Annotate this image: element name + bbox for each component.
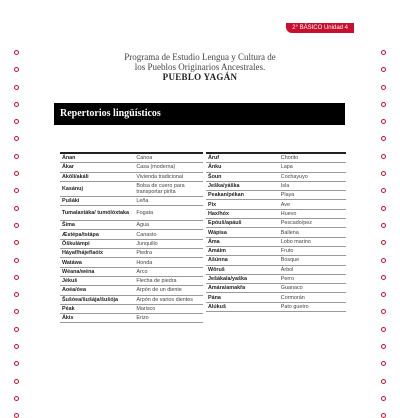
vocab-meaning: Arco (136, 268, 148, 275)
unit-badge: 2° BÁSICO Unidad 4 (286, 23, 354, 33)
vocab-meaning: Flecha de piedra (136, 278, 177, 285)
table-row (206, 246, 346, 255)
vocab-word: Alúkuš (208, 303, 226, 310)
dot-decoration (14, 171, 19, 176)
table-row (206, 284, 346, 293)
dot-decoration (14, 67, 19, 72)
table-row (206, 191, 346, 200)
vocab-meaning: Arpón de un diente (136, 287, 182, 294)
dot-decoration (381, 240, 386, 245)
table-row (60, 304, 203, 313)
vocab-word: Šoun (208, 173, 222, 180)
table-row (206, 256, 346, 265)
table-row (206, 228, 346, 237)
dot-decoration (381, 309, 386, 314)
table-row (60, 249, 203, 258)
dot-decoration (381, 396, 386, 401)
vocab-meaning: Bosque (280, 257, 300, 264)
vocab-word: Ánan (62, 155, 76, 162)
dot-decoration (14, 50, 19, 55)
table-row (60, 267, 203, 276)
vocab-word: Wápisa (208, 229, 227, 236)
vocab-word: Ašúnna (208, 257, 228, 264)
dot-decoration (14, 85, 19, 90)
dot-decoration (14, 119, 19, 124)
vocab-word: Tumalaxtáka/ tumólóxtaka (62, 210, 130, 217)
vocab-meaning: Guanaco (280, 285, 303, 292)
dot-decoration (381, 206, 386, 211)
dot-decoration (381, 344, 386, 349)
table-row (60, 181, 203, 196)
table-row (60, 314, 203, 323)
table-row (60, 295, 203, 304)
vocab-word: Amáim (208, 248, 226, 255)
vocab-meaning: Bolsa de cuero para transportar pirita (136, 182, 185, 195)
table-row (60, 163, 203, 172)
vocab-meaning: Ave (280, 201, 290, 208)
dot-decoration (14, 344, 19, 349)
vocab-meaning: Lobo marino (280, 238, 311, 245)
dot-decoration (381, 119, 386, 124)
dot-decoration (14, 413, 19, 418)
dot-decoration (14, 361, 19, 366)
table-row (60, 258, 203, 267)
table-row (206, 181, 346, 190)
dot-decoration (381, 292, 386, 297)
vocab-word: Áruf (208, 155, 220, 162)
vocab-word: Amára/amakřa (208, 285, 246, 292)
vocab-meaning: Canoa (136, 155, 153, 162)
table-row (60, 172, 203, 181)
dot-decoration (14, 327, 19, 332)
table-row (60, 221, 203, 230)
vocab-word: Peakan/pékan (208, 192, 244, 199)
dot-decoration (381, 67, 386, 72)
dot-decoration (14, 154, 19, 159)
vocab-word: Kasánuj (62, 185, 83, 192)
vocab-word: Ánku (208, 164, 222, 171)
table-row (206, 219, 346, 228)
table-row (206, 200, 346, 209)
vocab-meaning: Junquillo (136, 240, 158, 247)
table-row (206, 274, 346, 283)
document-heading (100, 52, 300, 82)
vocab-meaning: Piedra (136, 250, 152, 257)
dot-decoration (381, 102, 386, 107)
vocab-meaning: Pato guetro (280, 303, 309, 310)
dot-decoration (381, 379, 386, 384)
vocab-meaning: Huevo (280, 210, 297, 217)
dot-decoration (381, 258, 386, 263)
dot-decoration (14, 258, 19, 263)
vocab-word: Pix (208, 201, 217, 208)
vocab-meaning: Playa (280, 192, 295, 199)
heading-line-1: Programa de Estudio Lengua y Cultura de (124, 52, 276, 62)
table-row (60, 230, 203, 239)
vocab-meaning: Marisco (136, 306, 156, 312)
right-dot-border (381, 50, 386, 400)
table-row (206, 163, 346, 172)
vocab-word: Akōli/akáli (62, 173, 89, 180)
vocabulary-table-left (60, 152, 203, 323)
vocab-word: Wōruš (208, 266, 225, 273)
dot-decoration (14, 292, 19, 297)
vocab-word: Wéana/wéna (62, 268, 95, 275)
vocab-word: Aoéa/óea (62, 287, 86, 294)
vocab-word: Ješákala/yaška (208, 276, 247, 282)
vocab-meaning: Canasto (136, 231, 157, 238)
vocab-word: Hax/hóx (208, 210, 229, 217)
table-row (60, 196, 203, 205)
vocab-word: Jékuš (62, 278, 78, 285)
dot-decoration (14, 223, 19, 228)
vocab-meaning: Perro (280, 276, 294, 282)
table-row (206, 209, 346, 218)
vocab-meaning: Cochayuyo (280, 173, 308, 180)
dot-decoration (381, 50, 386, 55)
dot-decoration (14, 102, 19, 107)
dot-decoration (381, 188, 386, 193)
left-dot-border (14, 50, 19, 400)
vocab-word: Watáwa (62, 259, 82, 266)
table-row (206, 172, 346, 181)
heading-line-2: los Pueblos Originarios Ancestrales. (134, 62, 266, 72)
dot-decoration (381, 223, 386, 228)
vocab-word: Ákis (62, 315, 74, 322)
vocab-meaning: Fruto (280, 248, 294, 255)
vocab-word: Æstépa/tstápa (62, 231, 99, 238)
vocab-meaning: Arpón de varios dientes (136, 296, 193, 303)
vocab-meaning: Árbol (280, 266, 294, 273)
dot-decoration (14, 136, 19, 141)
dot-decoration (381, 136, 386, 141)
vocab-word: Šima (62, 222, 75, 229)
section-title: Repertorios lingüísticos (54, 103, 345, 125)
vocab-word: Ámа (208, 238, 220, 245)
vocab-meaning: Lapa (280, 164, 293, 171)
dot-decoration (14, 396, 19, 401)
table-row (60, 276, 203, 285)
dot-decoration (381, 275, 386, 280)
vocab-word: Háyaf/hájef/aóix (62, 250, 104, 257)
vocab-meaning: Erizo (136, 315, 149, 322)
table-row (60, 206, 203, 221)
vocab-meaning: Pescado/pez (280, 220, 312, 227)
dot-decoration (381, 154, 386, 159)
table-row (60, 239, 203, 248)
vocab-meaning: Ballena (280, 229, 299, 236)
dot-decoration (381, 171, 386, 176)
dot-decoration (381, 361, 386, 366)
vocab-word: Ješka/yáška (208, 183, 240, 190)
dot-decoration (14, 188, 19, 193)
vocab-meaning: Leña (136, 198, 149, 205)
vocab-meaning: Vivienda tradicional (136, 173, 184, 180)
dot-decoration (14, 379, 19, 384)
table-row (206, 153, 346, 163)
vocab-meaning: Fogata (136, 210, 154, 217)
vocab-word: Ákar (62, 164, 74, 171)
dot-decoration (14, 309, 19, 314)
vocab-meaning: Chorito (280, 155, 299, 162)
vocab-meaning: Casa (moderna) (136, 164, 176, 171)
table-row (206, 237, 346, 246)
vocab-meaning: Isla (280, 183, 290, 190)
dot-decoration (381, 327, 386, 332)
dot-decoration (14, 240, 19, 245)
vocab-word: Ōškulámpi (62, 240, 90, 247)
table-row (206, 302, 346, 311)
vocabulary-table-right (206, 152, 346, 312)
table-row (60, 153, 203, 163)
dot-decoration (381, 85, 386, 90)
dot-decoration (381, 413, 386, 418)
vocab-word: Pušáki (62, 198, 80, 205)
vocab-word: Péak (62, 306, 75, 312)
vocab-word: Šušóea/šušája/šušója (62, 296, 119, 303)
table-row (60, 286, 203, 295)
table-row (206, 293, 346, 302)
vocab-meaning: Honda (136, 259, 153, 266)
table-row (206, 265, 346, 274)
vocab-meaning: Cormorán (280, 294, 305, 301)
vocab-word: Pána (208, 294, 221, 301)
heading-people: PUEBLO YAGÁN (162, 72, 238, 82)
dot-decoration (14, 206, 19, 211)
dot-decoration (14, 275, 19, 280)
vocab-word: Epóuš/apáuš (208, 220, 242, 227)
vocab-meaning: Agua (136, 222, 149, 229)
